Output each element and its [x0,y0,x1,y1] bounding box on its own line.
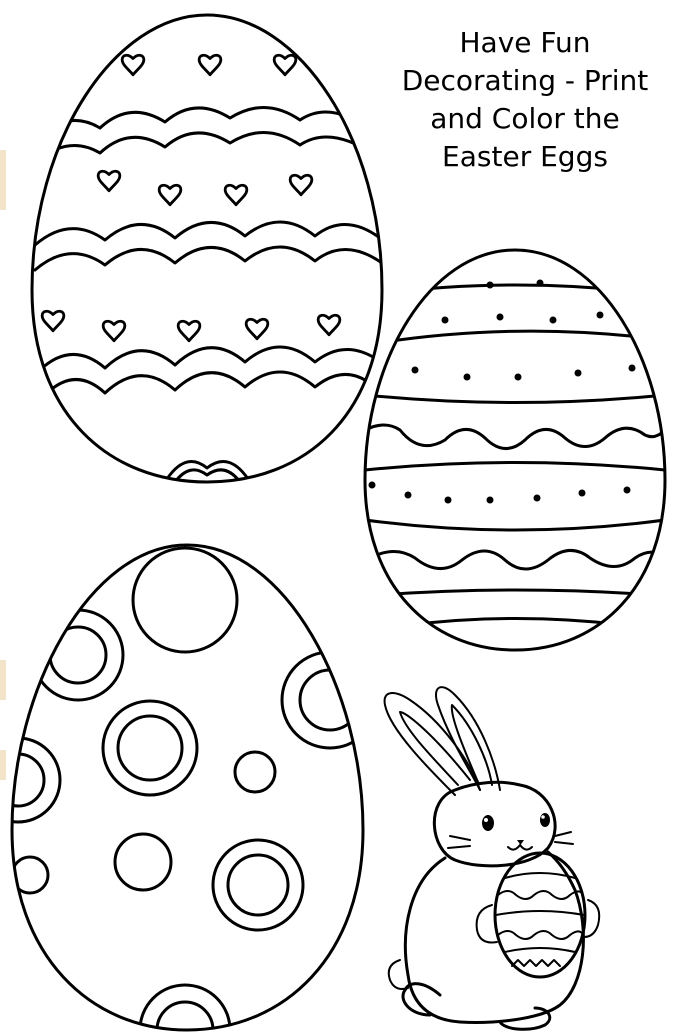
circle-pattern-egg [0,545,388,1034]
heart-pattern-egg [32,15,382,482]
heart-icon [178,321,200,340]
dotted-wave-egg [365,250,665,650]
bunny-holding-egg [385,687,600,1029]
heart-icon [122,55,144,74]
title-line: Decorating - Print [401,64,649,97]
heart-icon [42,311,64,330]
heart-icon [103,321,125,340]
heart-icon [290,175,312,194]
heart-icon [159,185,181,204]
heart-icon [274,55,296,74]
heart-icon [199,55,221,74]
title-line: and Color the [430,102,620,135]
heart-icon [98,171,120,190]
heart-icon [318,315,340,334]
heart-icon [225,185,247,204]
heart-icon [246,319,268,338]
title-line: Easter Eggs [442,140,608,173]
title-line: Have Fun [459,26,591,59]
